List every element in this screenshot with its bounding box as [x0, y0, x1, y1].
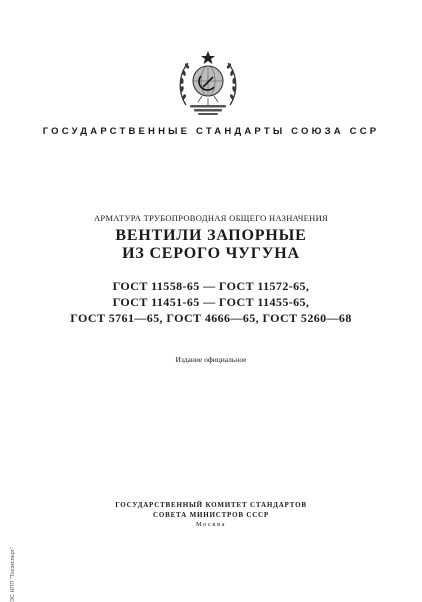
publisher-line-1: ГОСУДАРСТВЕННЫЙ КОМИТЕТ СТАНДАРТОВ	[115, 501, 307, 509]
standards-series-heading: ГОСУДАРСТВЕННЫЕ СТАНДАРТЫ СОЮЗА ССР	[42, 126, 380, 137]
gost-line-3: ГОСТ 5761—65, ГОСТ 4666—65, ГОСТ 5260—68	[70, 311, 352, 325]
publisher-block	[0, 500, 422, 530]
gost-numbers	[0, 278, 422, 326]
gost-line-1: ГОСТ 11558-65 — ГОСТ 11572-65,	[112, 279, 310, 293]
document-title	[0, 227, 422, 263]
gost-line-2: ГОСТ 11451-65 — ГОСТ 11455-65,	[112, 295, 310, 309]
ussr-state-emblem-icon	[172, 47, 244, 119]
publisher-line-2: СОВЕТА МИНИСТРОВ СССР	[153, 511, 269, 519]
title-line-1: ВЕНТИЛИ ЗАПОРНЫЕ	[115, 227, 307, 244]
publisher-city: Москва	[196, 521, 226, 528]
document-subject: АРМАТУРА ТРУБОПРОВОДНАЯ ОБЩЕГО НАЗНАЧЕНИЯ	[93, 213, 328, 223]
side-watermark: ЭС НПП "Техэксперт"	[10, 546, 16, 602]
edition-note: Издание официальное	[175, 355, 247, 364]
title-line-2: ИЗ СЕРОГО ЧУГУНА	[122, 245, 300, 262]
